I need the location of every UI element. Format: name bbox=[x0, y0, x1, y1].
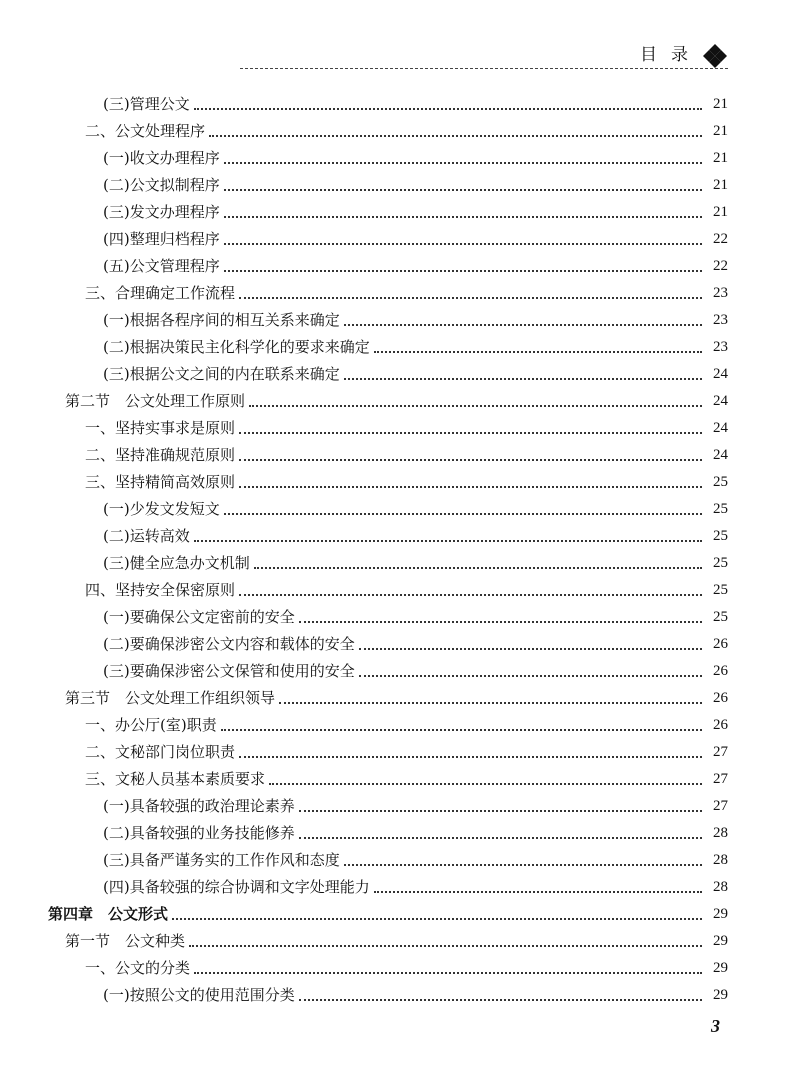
toc-dot-leader bbox=[194, 107, 702, 110]
toc-entry bbox=[0, 847, 790, 874]
toc-entry bbox=[0, 928, 790, 955]
toc-dot-leader bbox=[249, 404, 702, 407]
toc-entry-label: (一)收文办理程序 bbox=[103, 149, 220, 167]
toc-entry bbox=[0, 415, 790, 442]
toc-entry bbox=[0, 334, 790, 361]
toc-entry bbox=[0, 577, 790, 604]
toc-entry-label: (四)整理归档程序 bbox=[103, 230, 220, 248]
toc-entry-page: 29 bbox=[713, 933, 728, 949]
toc-entry-label: (三)具备严谨务实的工作作风和态度 bbox=[103, 851, 340, 869]
header-divider bbox=[240, 68, 728, 69]
toc-entry-page: 28 bbox=[713, 879, 728, 895]
toc-entry bbox=[0, 199, 790, 226]
toc-entry-label: (三)发文办理程序 bbox=[103, 203, 220, 221]
toc-entry bbox=[0, 469, 790, 496]
toc-entry-label: (一)按照公文的使用范围分类 bbox=[103, 986, 295, 1004]
toc-entry-label: (三)管理公文 bbox=[103, 95, 190, 113]
toc-entry-label: (二)运转高效 bbox=[103, 527, 190, 545]
toc-dot-leader bbox=[299, 998, 702, 1001]
toc-dot-leader bbox=[224, 161, 702, 164]
toc-entry-page: 23 bbox=[713, 312, 728, 328]
toc-entry-label: (一)根据各程序间的相互关系来确定 bbox=[103, 311, 340, 329]
toc-dot-leader bbox=[224, 512, 702, 515]
toc-entry bbox=[0, 739, 790, 766]
toc-entry bbox=[0, 118, 790, 145]
toc-entry-page: 26 bbox=[713, 690, 728, 706]
toc-entry-page: 26 bbox=[713, 663, 728, 679]
toc-entry-page: 23 bbox=[713, 285, 728, 301]
toc-entry-label: (四)具备较强的综合协调和文字处理能力 bbox=[103, 878, 370, 896]
toc-entry-label: (二)具备较强的业务技能修养 bbox=[103, 824, 295, 842]
toc-dot-leader bbox=[299, 809, 702, 812]
toc-entry-page: 25 bbox=[713, 555, 728, 571]
toc-entry-page: 26 bbox=[713, 717, 728, 733]
toc-entry bbox=[0, 442, 790, 469]
toc-dot-leader bbox=[344, 863, 702, 866]
toc-dot-leader bbox=[224, 242, 702, 245]
toc-entry-page: 27 bbox=[713, 744, 728, 760]
toc-dot-leader bbox=[172, 917, 702, 920]
toc-dot-leader bbox=[194, 539, 702, 542]
toc-entry-label: 一、坚持实事求是原则 bbox=[85, 419, 236, 437]
toc-entry-page: 23 bbox=[713, 339, 728, 355]
toc-entry-label: 二、公文处理程序 bbox=[85, 122, 206, 140]
toc-entry-label: 第四章 公文形式 bbox=[48, 905, 169, 923]
toc-entry bbox=[0, 172, 790, 199]
toc-entry-label: (三)要确保涉密公文保管和使用的安全 bbox=[103, 662, 355, 680]
toc-dot-leader bbox=[221, 728, 702, 731]
toc-entry bbox=[0, 658, 790, 685]
toc-dot-leader bbox=[359, 674, 702, 677]
toc-entry-label: 第三节 公文处理工作组织领导 bbox=[65, 689, 276, 707]
toc-entry-page: 29 bbox=[713, 987, 728, 1003]
toc-entry-label: (二)要确保涉密公文内容和载体的安全 bbox=[103, 635, 355, 653]
page-number: 3 bbox=[711, 1016, 720, 1036]
toc-entry bbox=[0, 631, 790, 658]
toc-entry-label: (三)根据公文之间的内在联系来确定 bbox=[103, 365, 340, 383]
toc-entry-page: 22 bbox=[713, 231, 728, 247]
toc-entry bbox=[0, 496, 790, 523]
toc-entry-page: 25 bbox=[713, 609, 728, 625]
running-header-title: 目录 bbox=[640, 45, 702, 65]
toc-dot-leader bbox=[299, 836, 702, 839]
toc-entry-label: 三、文秘人员基本素质要求 bbox=[85, 770, 266, 788]
toc-entry bbox=[0, 820, 790, 847]
toc-entry bbox=[0, 388, 790, 415]
toc-entry-page: 28 bbox=[713, 852, 728, 868]
toc-entry bbox=[0, 523, 790, 550]
toc-entry-page: 24 bbox=[713, 393, 728, 409]
toc-dot-leader bbox=[239, 755, 702, 758]
toc-entry bbox=[0, 361, 790, 388]
toc-entry-page: 27 bbox=[713, 798, 728, 814]
toc-dot-leader bbox=[224, 215, 702, 218]
toc-entry-page: 28 bbox=[713, 825, 728, 841]
toc-entry-label: (五)公文管理程序 bbox=[103, 257, 220, 275]
toc-entry-label: 一、办公厅(室)职责 bbox=[85, 716, 217, 734]
toc-entry-page: 26 bbox=[713, 636, 728, 652]
toc-entry bbox=[0, 280, 790, 307]
toc-entry-label: (三)健全应急办文机制 bbox=[103, 554, 250, 572]
toc-entry-page: 22 bbox=[713, 258, 728, 274]
toc-entry bbox=[0, 712, 790, 739]
toc-dot-leader bbox=[189, 944, 702, 947]
toc-dot-leader bbox=[374, 350, 702, 353]
toc-entry bbox=[0, 685, 790, 712]
toc-dot-leader bbox=[239, 593, 702, 596]
toc-entry-page: 29 bbox=[713, 906, 728, 922]
toc-dot-leader bbox=[239, 431, 702, 434]
diamond-cluster-icon bbox=[702, 43, 728, 69]
running-header bbox=[0, 0, 790, 80]
toc-entry bbox=[0, 766, 790, 793]
toc-dot-leader bbox=[194, 971, 702, 974]
toc-entry-page: 24 bbox=[713, 420, 728, 436]
toc-dot-leader bbox=[254, 566, 702, 569]
toc-entry-page: 21 bbox=[713, 123, 728, 139]
toc-entry-label: 三、合理确定工作流程 bbox=[85, 284, 236, 302]
toc-entry-page: 25 bbox=[713, 501, 728, 517]
toc-entry-label: (一)要确保公文定密前的安全 bbox=[103, 608, 295, 626]
toc-entry bbox=[0, 604, 790, 631]
toc-entry-page: 21 bbox=[713, 150, 728, 166]
toc-dot-leader bbox=[209, 134, 702, 137]
toc-entry-label: 二、文秘部门岗位职责 bbox=[85, 743, 236, 761]
toc-entry bbox=[0, 955, 790, 982]
toc-dot-leader bbox=[224, 269, 702, 272]
toc-dot-leader bbox=[299, 620, 702, 623]
toc-entry-label: 四、坚持安全保密原则 bbox=[85, 581, 236, 599]
toc-entry-page: 21 bbox=[713, 177, 728, 193]
toc-entry bbox=[0, 901, 790, 928]
toc-entry bbox=[0, 226, 790, 253]
toc-dot-leader bbox=[239, 458, 702, 461]
toc-entry-label: (一)少发文发短文 bbox=[103, 500, 220, 518]
toc-dot-leader bbox=[279, 701, 702, 704]
toc-entry bbox=[0, 145, 790, 172]
toc-dot-leader bbox=[344, 377, 702, 380]
toc-entry-page: 29 bbox=[713, 960, 728, 976]
toc-entry bbox=[0, 874, 790, 901]
toc-entry-label: 第二节 公文处理工作原则 bbox=[65, 392, 246, 410]
toc-entry-page: 25 bbox=[713, 528, 728, 544]
toc-entry bbox=[0, 793, 790, 820]
toc-entry-page: 21 bbox=[713, 96, 728, 112]
toc-entry-page: 24 bbox=[713, 447, 728, 463]
toc-entry-page: 27 bbox=[713, 771, 728, 787]
toc-entry-page: 24 bbox=[713, 366, 728, 382]
toc-dot-leader bbox=[374, 890, 702, 893]
toc-entry-label: 一、公文的分类 bbox=[85, 959, 191, 977]
table-of-contents bbox=[0, 91, 790, 1009]
toc-dot-leader bbox=[239, 485, 702, 488]
toc-entry bbox=[0, 550, 790, 577]
toc-entry bbox=[0, 307, 790, 334]
toc-entry-label: 三、坚持精简高效原则 bbox=[85, 473, 236, 491]
toc-entry-label: (二)公文拟制程序 bbox=[103, 176, 220, 194]
toc-entry-page: 21 bbox=[713, 204, 728, 220]
toc-entry-label: 二、坚持准确规范原则 bbox=[85, 446, 236, 464]
toc-entry-page: 25 bbox=[713, 474, 728, 490]
toc-entry-label: 第一节 公文种类 bbox=[65, 932, 186, 950]
toc-entry-page: 25 bbox=[713, 582, 728, 598]
toc-dot-leader bbox=[239, 296, 702, 299]
toc-entry bbox=[0, 253, 790, 280]
toc-dot-leader bbox=[224, 188, 702, 191]
toc-dot-leader bbox=[359, 647, 702, 650]
toc-entry-label: (一)具备较强的政治理论素养 bbox=[103, 797, 295, 815]
toc-entry bbox=[0, 982, 790, 1009]
toc-dot-leader bbox=[344, 323, 702, 326]
toc-entry bbox=[0, 91, 790, 118]
toc-dot-leader bbox=[269, 782, 702, 785]
toc-entry-label: (二)根据决策民主化科学化的要求来确定 bbox=[103, 338, 370, 356]
